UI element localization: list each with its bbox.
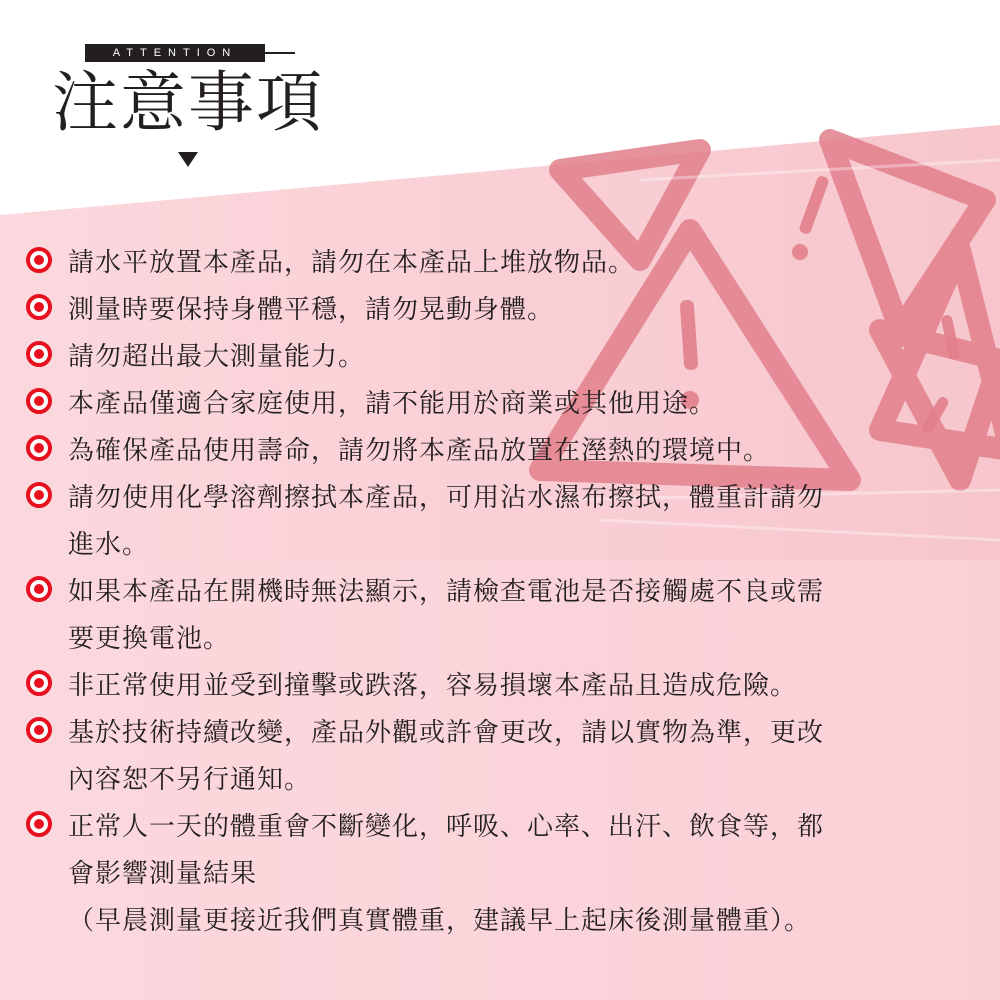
- notice-text: 正常人一天的體重會不斷變化，呼吸、心率、出汗、飲食等，都 會影響測量結果 （早晨測量更接近我們真實體重，建議早上起床後測量體重）。: [68, 812, 825, 936]
- bullet-icon: [26, 717, 52, 743]
- bullet-icon: [26, 341, 52, 367]
- down-arrow-icon: [178, 152, 198, 167]
- bullet-icon: [26, 388, 52, 414]
- notice-text: 請勿超出最大測量能力。: [68, 342, 366, 372]
- list-item: [26, 804, 976, 945]
- bullet-icon: [26, 247, 52, 273]
- list-item: [26, 287, 976, 334]
- notice-text: 為確保產品使用壽命，請勿將本產品放置在溼熱的環境中。: [68, 436, 771, 466]
- bullet-icon: [26, 670, 52, 696]
- list-item: [26, 428, 976, 475]
- page-title: 注意事項: [52, 64, 324, 141]
- notice-text: 如果本產品在開機時無法顯示，請檢查電池是否接觸處不良或需 要更換電池。: [68, 577, 825, 654]
- notice-text: 非正常使用並受到撞擊或跌落，容易損壞本產品且造成危險。: [68, 671, 798, 701]
- list-item: [26, 569, 976, 663]
- bullet-icon: [26, 811, 52, 837]
- list-item: [26, 475, 976, 569]
- list-item: [26, 710, 976, 804]
- notice-text: 請勿使用化學溶劑擦拭本產品，可用沾水濕布擦拭，體重計請勿 進水。: [68, 483, 825, 560]
- list-item: [26, 663, 976, 710]
- attention-rule: [265, 52, 295, 54]
- attention-label: ATTENTION: [85, 44, 265, 62]
- bullet-icon: [26, 435, 52, 461]
- header: [0, 0, 1000, 215]
- notice-list: [26, 240, 976, 945]
- notice-text: 測量時要保持身體平穩，請勿晃動身體。: [68, 295, 555, 325]
- bullet-icon: [26, 576, 52, 602]
- bullet-icon: [26, 482, 52, 508]
- list-item: [26, 381, 976, 428]
- bullet-icon: [26, 294, 52, 320]
- list-item: [26, 334, 976, 381]
- notice-text: 請水平放置本產品，請勿在本產品上堆放物品。: [68, 248, 636, 278]
- notice-text: 本產品僅適合家庭使用，請不能用於商業或其他用途。: [68, 389, 717, 419]
- notice-text: 基於技術持續改變，產品外觀或許會更改，請以實物為準，更改 內容恕不另行通知。: [68, 718, 825, 795]
- list-item: [26, 240, 976, 287]
